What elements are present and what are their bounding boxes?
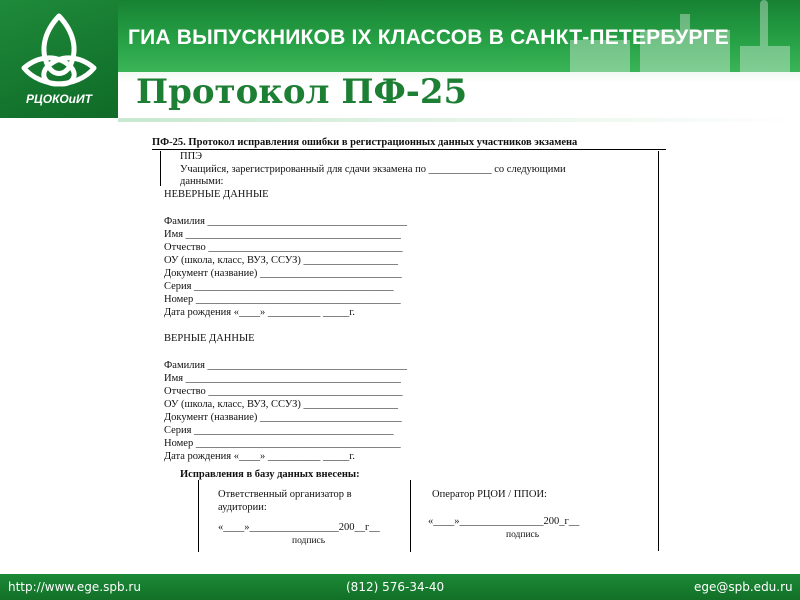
wrong-field-patronymic: Отчество _____________________________________ [164, 242, 403, 253]
right-field-number: Номер _______________________________________ [164, 438, 401, 449]
sign-left-caption: подпись [292, 536, 326, 546]
corrections-heading: Исправления в базу данных внесены: [180, 469, 360, 480]
frame-border-right [658, 151, 659, 551]
right-field-name: Имя _________________________________________ [164, 373, 401, 384]
document-heading: ПФ-25. Протокол исправления ошибки в регистрационных данных участников экзамена [152, 137, 666, 150]
sign-right-label: Оператор РЦОИ / ППОИ: [432, 489, 547, 500]
right-field-school: ОУ (школа, класс, ВУЗ, ССУЗ) __________________ [164, 399, 399, 410]
footer-website-link[interactable]: http://www.ege.spb.ru [8, 580, 141, 594]
banner-title: ГИА ВЫПУСКНИКОВ IX КЛАССОВ В САНКТ-ПЕТЕРБУРГЕ [128, 26, 729, 49]
frame-border-left [160, 151, 161, 186]
right-field-surname: Фамилия ______________________________________ [164, 360, 408, 371]
sign-left-date: «____»_________________200__г__ [218, 522, 380, 533]
footer-phone: (812) 576-34-40 [346, 580, 445, 594]
sign-left-label-line1: Ответственный организатор в [218, 489, 352, 500]
sign-right-caption: подпись [506, 530, 540, 540]
signature-box-divider [410, 480, 411, 552]
wrong-data-title: НЕВЕРНЫЕ ДАННЫЕ [164, 189, 269, 200]
page-title: Протокол ПФ-25 [136, 72, 468, 112]
intro-text-line2: данными: [180, 176, 224, 187]
right-data-title: ВЕРНЫЕ ДАННЫЕ [164, 333, 255, 344]
logo-text: РЦОКОиИТ [26, 92, 92, 106]
footer [0, 574, 800, 600]
signature-box-left-border [198, 480, 199, 552]
wrong-field-name: Имя _________________________________________ [164, 229, 401, 240]
right-field-series: Серия ______________________________________ [164, 425, 394, 436]
wrong-field-school: ОУ (школа, класс, ВУЗ, ССУЗ) __________________ [164, 255, 399, 266]
right-field-document: Документ (название) ___________________________ [164, 412, 402, 423]
wrong-field-birthdate: Дата рождения «____» __________ _____г. [164, 307, 355, 318]
intro-text-line1: Учащийся, зарегистрированный для сдачи экзамена по ____________ со следующими [180, 164, 566, 175]
ppe-label: ППЭ [180, 151, 203, 162]
wrong-field-series: Серия ______________________________________ [164, 281, 394, 292]
wrong-field-number: Номер _______________________________________ [164, 294, 401, 305]
sign-right-date: «____»________________200_г__ [428, 516, 580, 527]
wrong-field-surname: Фамилия ______________________________________ [164, 216, 408, 227]
wrong-field-document: Документ (название) ___________________________ [164, 268, 402, 279]
right-field-birthdate: Дата рождения «____» __________ _____г. [164, 451, 355, 462]
right-field-patronymic: Отчество _____________________________________ [164, 386, 403, 397]
sign-left-label-line2: аудитории: [218, 502, 267, 513]
footer-email-link[interactable]: ege@spb.edu.ru [694, 580, 793, 594]
